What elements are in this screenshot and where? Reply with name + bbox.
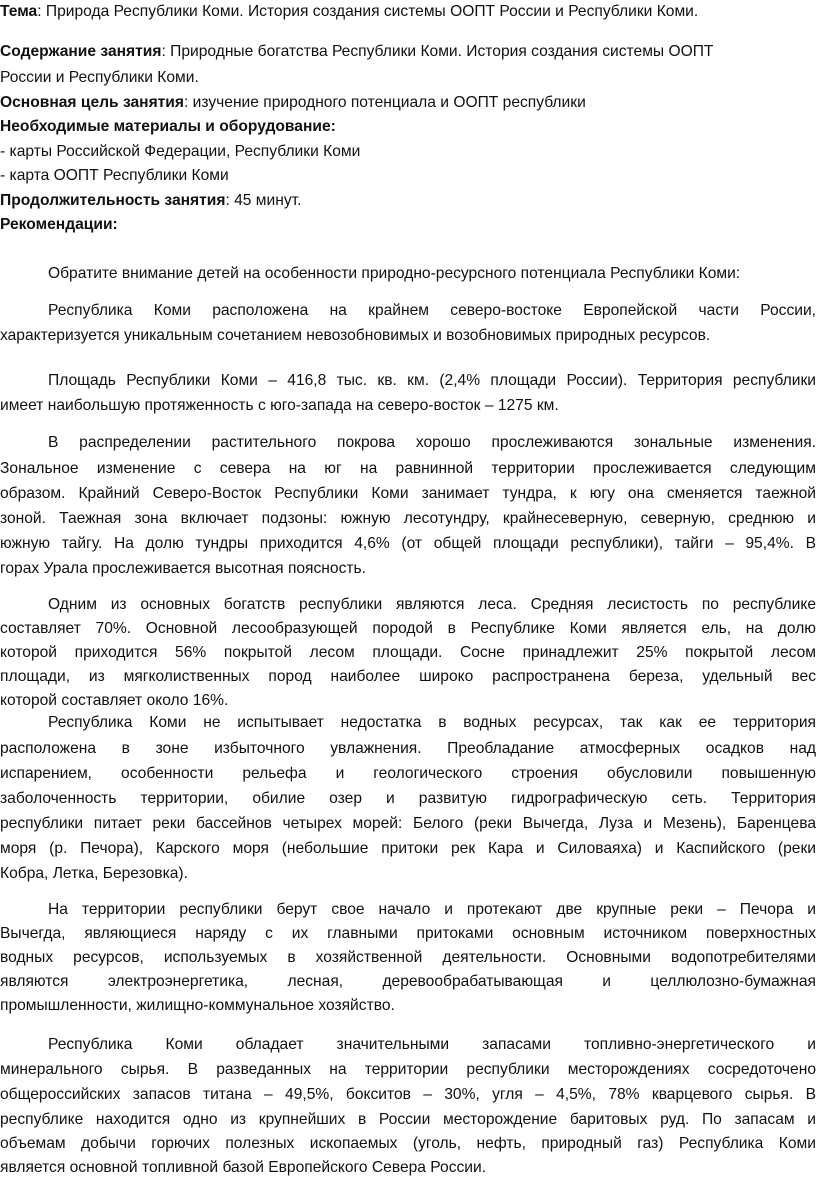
content-label: Содержание занятия [0,43,162,60]
body-line: На территории республики берут свое начало и протекают две крупные реки – Печора и [48,901,816,918]
body-line: заболоченность территории, обилие озер и развитую гидрографическую сеть. Территория [0,790,816,807]
body-line: является основной топливной базой Европейского Севера России. [0,1159,487,1176]
body-line: имеет наибольшую протяженность с юго-запада на северо-восток – 1275 км. [0,397,559,414]
body-line: В распределении растительного покрова хорошо прослеживаются зональные изменения. [48,434,816,451]
content-value-2: России и Республики Коми. [0,69,199,86]
body-line: которой составляет около 16%. [0,692,229,709]
topic-value: : Природа Республики Коми. История создания системы ООПТ России и Республики Коми. [37,3,699,20]
goal-value: : изучение природного потенциала и ООПТ республики [184,94,586,111]
content-line-2 [0,66,816,90]
recommendations-heading [0,213,816,237]
body-line: расположена в зоне избыточного увлажнения. Преобладание атмосферных осадков над [0,740,816,757]
topic-line [0,0,816,24]
body-line: Республика Коми расположена на крайнем северо-востоке Европейской части России, [48,302,816,319]
goal-label: Основная цель занятия [0,94,184,111]
body-line: южную тайгу. На долю тундры приходится 4,6% (от общей площади республики), тайги – 95,4%. В [0,535,816,552]
body-line: Обратите внимание детей на особенности природно-ресурсного потенциала Республики Коми: [48,265,741,282]
body-line: которой приходится 56% покрытой лесом площади. Сосне принадлежит 25% покрытой лесом [0,644,816,661]
body-line: республике находится одно из крупнейших в России месторождение баритовых руд. По запасам и [0,1111,816,1128]
materials-item: - карты Российской Федерации, Республики Коми [0,143,361,160]
body-line: составляет 70%. Основной лесообразующей породой в Республике Коми является ель, на долю [0,620,816,637]
duration-line [0,189,816,213]
body-line: минерального сырья. В разведанных на территории республики месторождениях сосредоточено [0,1061,816,1078]
content-line-1 [0,40,816,64]
topic-label: Тема [0,3,38,20]
body-line: Одним из основных богатств республики являются леса. Средняя лесистость по республике [48,596,816,613]
materials-item: - карта ООПТ Республики Коми [0,167,229,184]
recommendations-label: Рекомендации: [0,216,118,233]
body-line: Зональное изменение с севера на юг на равнинной территории прослеживается следующим [0,460,816,477]
body-line: Площадь Республики Коми – 416,8 тыс. кв. км. (2,4% площади России). Территория республики [48,372,816,389]
body-line: Вычегда, являющиеся наряду с их главными притоками основным источником поверхностных [0,925,816,942]
body-line: водных ресурсов, используемых в хозяйственной деятельности. Основными водопотребителями [0,949,816,966]
body-line: Республика Коми не испытывает недостатка в водных ресурсах, так как ее территория [48,714,816,731]
body-line: горах Урала прослеживается высотная поясность. [0,560,366,577]
materials-label: Необходимые материалы и оборудование: [0,118,336,135]
body-line: являются электроэнергетика, лесная, деревообрабатывающая и целлюлозно-бумажная [0,973,816,990]
body-line: характеризуется уникальным сочетанием невозобновимых и возобновимых природных ресурсов. [0,327,711,344]
body-line: Республика Коми обладает значительными запасами топливно-энергетического и [48,1036,816,1053]
body-line: испарением, особенности рельефа и геологического строения обусловили повышенную [0,765,816,782]
body-line: промышленности, жилищно-коммунальное хозяйство. [0,997,395,1014]
body-line: объемам добычи горючих полезных ископаемых (уголь, нефть, природный газ) Республика Коми [0,1135,816,1152]
body-line: общероссийских запасов титана – 49,5%, бокситов – 30%, угля – 4,5%, 78% кварцевого сырья. В [0,1086,816,1103]
body-line: моря (р. Печора), Карского моря (небольшие притоки рек Кара и Силоваяха) и Каспийского (реки [0,840,816,857]
materials-heading [0,115,816,139]
body-line: площади, из мягколиственных пород наиболее широко распространена береза, удельный вес [0,668,816,685]
body-line: республики питает реки бассейнов четырех морей: Белого (реки Вычегда, Луза и Мезень), Баренцева [0,815,816,832]
duration-value: : 45 минут. [225,192,302,209]
body-line: образом. Крайний Северо-Восток Республики Коми занимает тундра, к югу она сменяется таежной [0,485,816,502]
body-line: зоной. Таежная зона включает подзоны: южную лесотундру, крайнесеверную, северную, среднюю и [0,510,816,527]
goal-line [0,91,816,115]
content-value-1: : Природные богатства Республики Коми. История создания системы ООПТ [161,43,714,60]
body-line: Кобра, Летка, Березовка). [0,865,188,882]
duration-label: Продолжительность занятия [0,192,226,209]
